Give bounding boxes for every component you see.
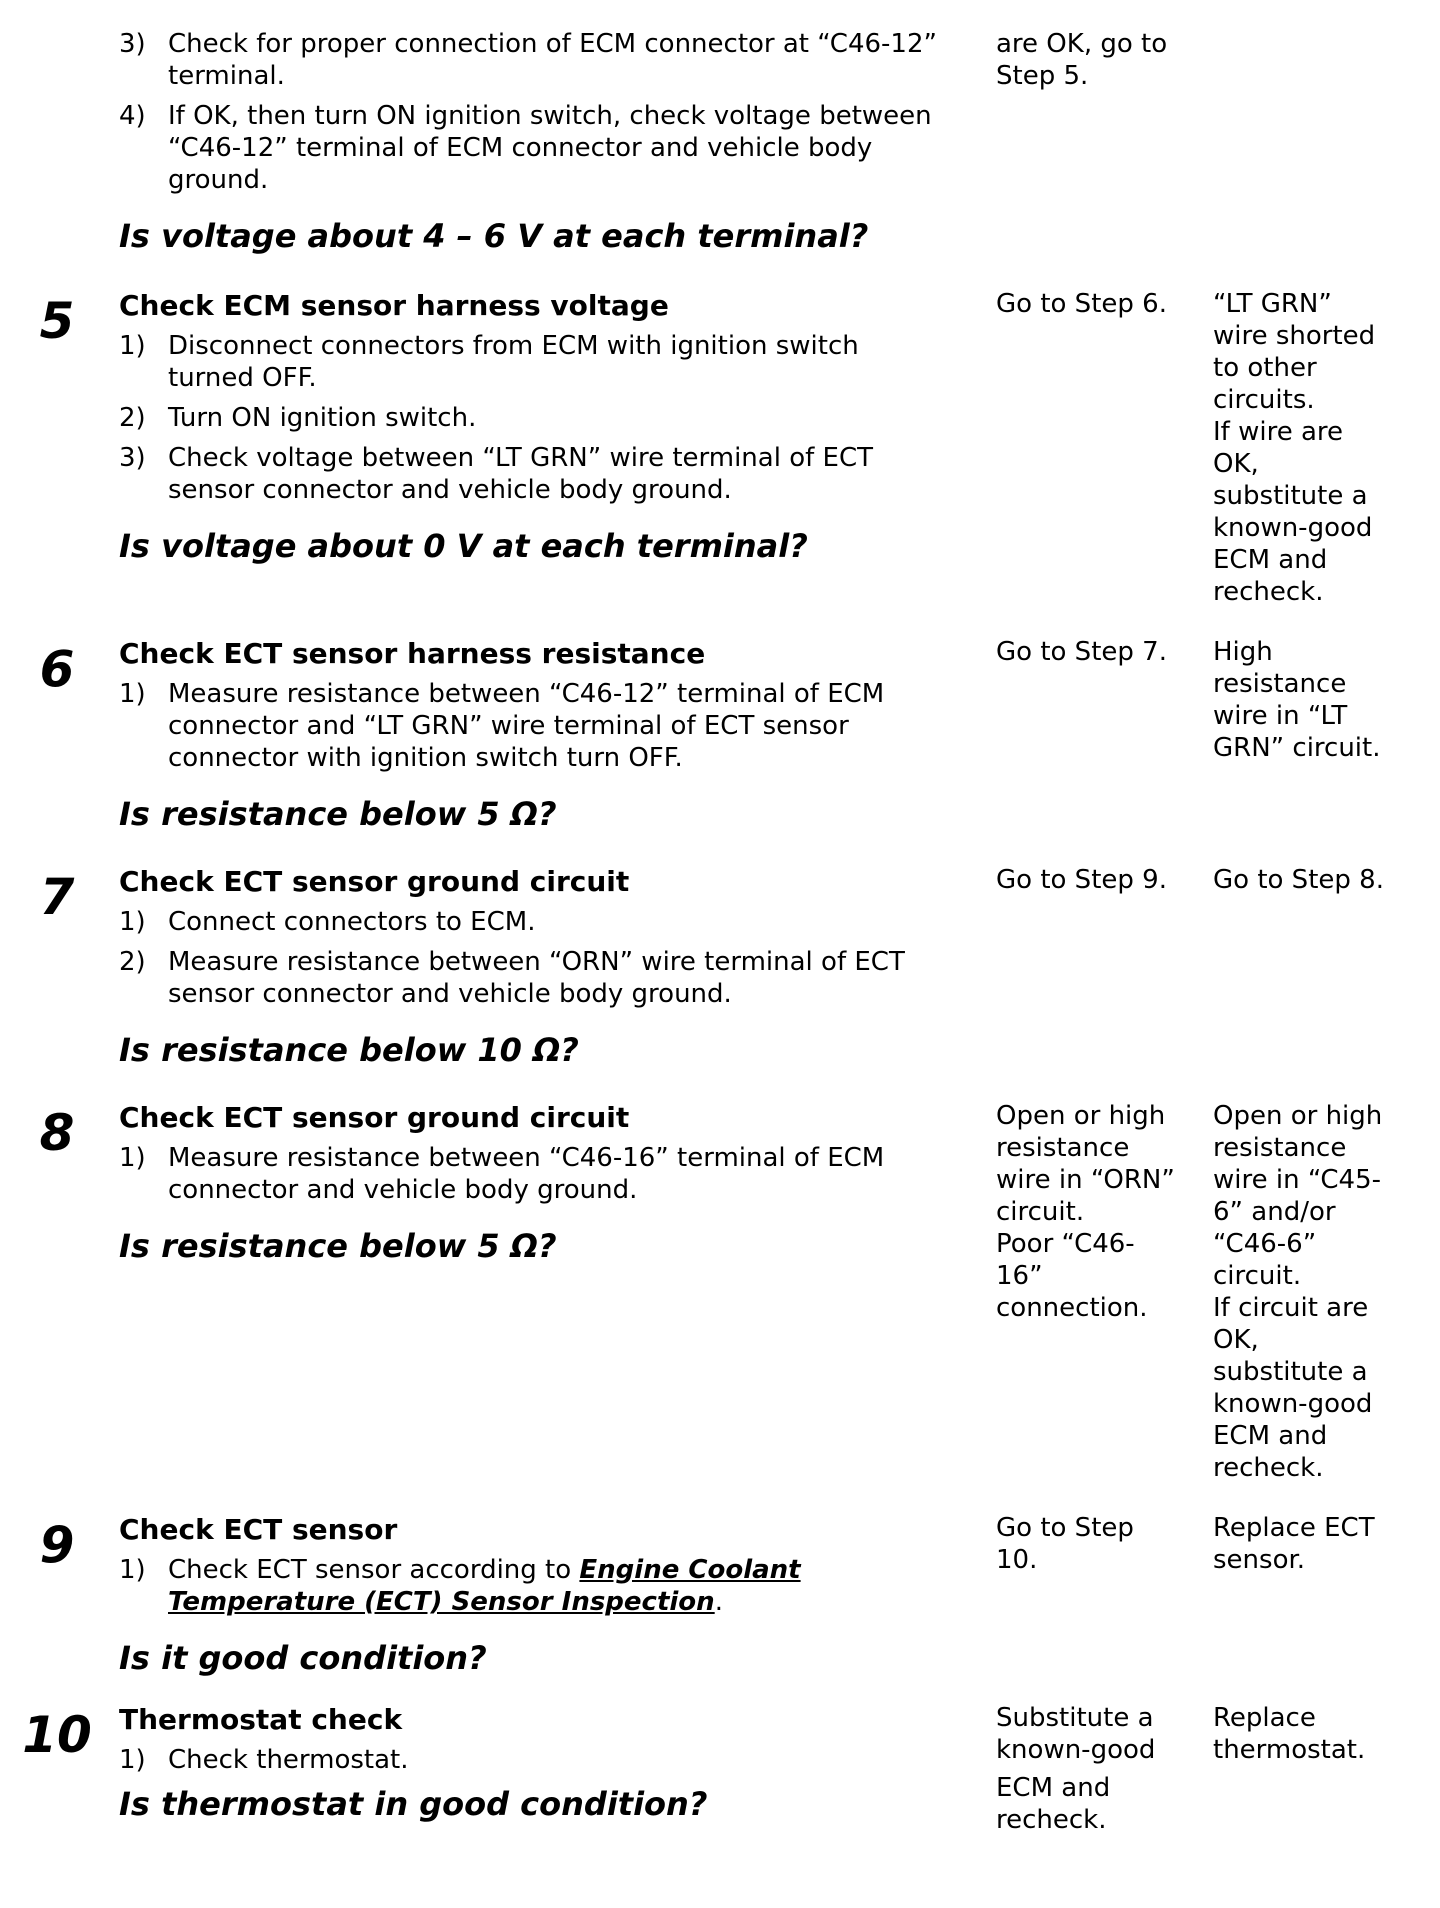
substep-line: sensor connector and vehicle body ground. <box>168 475 732 505</box>
no-line: known-good <box>1213 1389 1373 1419</box>
step-question: Is resistance below 10 Ω? <box>119 1031 579 1069</box>
yes-line: Step 5. <box>996 61 1089 91</box>
no-line: thermostat. <box>1213 1735 1366 1765</box>
no-result <box>1213 864 1438 896</box>
no-result <box>1213 636 1438 764</box>
no-result <box>1213 1100 1438 1484</box>
substep-number: 3) <box>119 29 146 59</box>
no-line: substitute a <box>1213 1357 1368 1387</box>
no-result <box>1213 1702 1438 1766</box>
no-line: substitute a <box>1213 481 1368 511</box>
substep-line: connector and vehicle body ground. <box>168 1175 638 1205</box>
substep-text: . <box>714 1587 723 1617</box>
substep-line: Connect connectors to ECM. <box>168 907 536 937</box>
substep-line: Turn ON ignition switch. <box>168 403 477 433</box>
step-question: Is voltage about 0 V at each terminal? <box>119 527 808 565</box>
substep <box>119 1142 969 1206</box>
step-title: Thermostat check <box>119 1703 403 1736</box>
yes-result <box>996 1702 1196 1836</box>
yes-line: Go to Step 7. <box>996 637 1167 667</box>
substep <box>119 906 969 938</box>
step-action <box>119 864 969 1070</box>
no-line: If wire are <box>1213 417 1343 447</box>
step-action <box>119 1100 969 1266</box>
substep-line: Measure resistance between “ORN” wire terminal of ECT <box>168 947 905 977</box>
substep-line: Disconnect connectors from ECM with ignition switch <box>168 331 859 361</box>
no-line: Replace <box>1213 1703 1316 1733</box>
substep <box>119 28 969 92</box>
no-result <box>1213 288 1438 608</box>
step-question: Is thermostat in good condition? <box>119 1785 708 1823</box>
ect-sensor-inspection-link[interactable]: Temperature (ECT) Sensor Inspection <box>168 1587 715 1617</box>
yes-line: Go to Step <box>996 1513 1134 1543</box>
no-line: to other <box>1213 353 1317 383</box>
no-line: sensor. <box>1213 1545 1306 1575</box>
step-number: 10 <box>22 1706 92 1764</box>
substep-number: 1) <box>119 1555 146 1585</box>
substep-line: Measure resistance between “C46-16” terminal of ECM <box>168 1143 885 1173</box>
step-number: 5 <box>39 292 75 350</box>
step-action <box>119 636 969 834</box>
yes-line: resistance <box>996 1133 1130 1163</box>
substep <box>119 100 969 196</box>
no-result <box>1213 1512 1438 1576</box>
yes-line: recheck. <box>996 1805 1107 1835</box>
yes-result <box>996 636 1196 668</box>
yes-line: circuit. <box>996 1197 1085 1227</box>
no-line: “LT GRN” <box>1213 289 1332 319</box>
substep-line: “C46-12” terminal of ECM connector and vehicle body <box>168 133 873 163</box>
substep-text: Check ECT sensor according to <box>168 1555 580 1585</box>
no-line: “C46-6” <box>1213 1229 1317 1259</box>
no-line: recheck. <box>1213 577 1324 607</box>
substep-line: Measure resistance between “C46-12” terminal of ECM <box>168 679 885 709</box>
no-line: OK, <box>1213 1325 1259 1355</box>
substep <box>119 946 969 1010</box>
substep-number: 3) <box>119 443 146 473</box>
substep <box>119 402 969 434</box>
step-title: Check ECT sensor ground circuit <box>119 1101 630 1134</box>
substep-line: connector with ignition switch turn OFF. <box>168 743 683 773</box>
no-line: resistance <box>1213 669 1347 699</box>
no-line: Go to Step 8. <box>1213 865 1384 895</box>
no-line: resistance <box>1213 1133 1347 1163</box>
substep-number: 2) <box>119 947 146 977</box>
step-title: Check ECT sensor <box>119 1513 398 1546</box>
no-line: High <box>1213 637 1273 667</box>
step-number: 7 <box>39 868 75 926</box>
yes-line: Poor “C46- <box>996 1229 1135 1259</box>
no-line: wire shorted <box>1213 321 1376 351</box>
substep-line: If OK, then turn ON ignition switch, check voltage between <box>168 101 932 131</box>
step-question: Is it good condition? <box>119 1639 487 1677</box>
substep-line: Check for proper connection of ECM connector at “C46-12” <box>168 29 937 59</box>
substep-number: 1) <box>119 331 146 361</box>
no-line: GRN” circuit. <box>1213 733 1381 763</box>
step-number: 8 <box>39 1104 75 1162</box>
substep-line: Check voltage between “LT GRN” wire terminal of ECT <box>168 443 873 473</box>
substep-line: turned OFF. <box>168 363 317 393</box>
step-action <box>119 1512 969 1678</box>
yes-line: are OK, go to <box>996 29 1168 59</box>
step-number: 9 <box>39 1516 75 1574</box>
no-line: Replace ECT <box>1213 1513 1375 1543</box>
no-line: OK, <box>1213 449 1259 479</box>
substep-number: 1) <box>119 1745 146 1775</box>
substep-line: ground. <box>168 165 269 195</box>
substep <box>119 1744 969 1776</box>
yes-line: 10. <box>996 1545 1038 1575</box>
no-line: wire in “C45- <box>1213 1165 1381 1195</box>
substep-line: sensor connector and vehicle body ground. <box>168 979 732 1009</box>
no-line: ECM and <box>1213 1421 1328 1451</box>
step-action-continued <box>119 28 969 256</box>
step-number: 6 <box>39 640 75 698</box>
substep-line: connector and “LT GRN” wire terminal of ECT sensor <box>168 711 849 741</box>
substep-line: Check thermostat. <box>168 1745 409 1775</box>
step-question: Is resistance below 5 Ω? <box>119 795 557 833</box>
step-action <box>119 288 969 566</box>
substep-number: 1) <box>119 907 146 937</box>
step-title: Check ECT sensor harness resistance <box>119 637 706 670</box>
yes-result <box>996 864 1196 896</box>
yes-line: Go to Step 6. <box>996 289 1167 319</box>
substep <box>119 1554 969 1618</box>
substep-number: 4) <box>119 101 146 131</box>
yes-line: Substitute a <box>996 1703 1154 1733</box>
step-action <box>119 1702 969 1824</box>
step-title: Check ECM sensor harness voltage <box>119 289 669 322</box>
step-question: Is voltage about 4 – 6 V at each terminal? <box>119 217 869 255</box>
yes-line: 16” <box>996 1261 1043 1291</box>
no-line: If circuit are <box>1213 1293 1369 1323</box>
no-line: circuits. <box>1213 385 1315 415</box>
yes-line: wire in “ORN” <box>996 1165 1175 1195</box>
no-line: recheck. <box>1213 1453 1324 1483</box>
no-line: Open or high <box>1213 1101 1383 1131</box>
substep-line <box>168 1554 969 1586</box>
substep-line: terminal. <box>168 61 285 91</box>
substep-number: 2) <box>119 403 146 433</box>
substep-number: 1) <box>119 1143 146 1173</box>
no-line: circuit. <box>1213 1261 1302 1291</box>
no-line: ECM and <box>1213 545 1328 575</box>
no-line: known-good <box>1213 513 1373 543</box>
substep <box>119 330 969 394</box>
no-line: wire in “LT <box>1213 701 1348 731</box>
substep <box>119 442 969 506</box>
yes-line: ECM and <box>996 1773 1111 1803</box>
yes-line: known-good <box>996 1735 1156 1765</box>
ect-sensor-inspection-link[interactable]: Engine Coolant <box>579 1555 801 1585</box>
no-line: 6” and/or <box>1213 1197 1336 1227</box>
step-question: Is resistance below 5 Ω? <box>119 1227 557 1265</box>
yes-result <box>996 1512 1196 1576</box>
yes-result <box>996 28 1196 92</box>
yes-result <box>996 288 1196 320</box>
yes-line: Open or high <box>996 1101 1166 1131</box>
yes-result <box>996 1100 1196 1324</box>
substep-number: 1) <box>119 679 146 709</box>
substep <box>119 678 969 774</box>
yes-line: Go to Step 9. <box>996 865 1167 895</box>
step-title: Check ECT sensor ground circuit <box>119 865 630 898</box>
substep-line <box>168 1586 969 1618</box>
yes-line: connection. <box>996 1293 1148 1323</box>
